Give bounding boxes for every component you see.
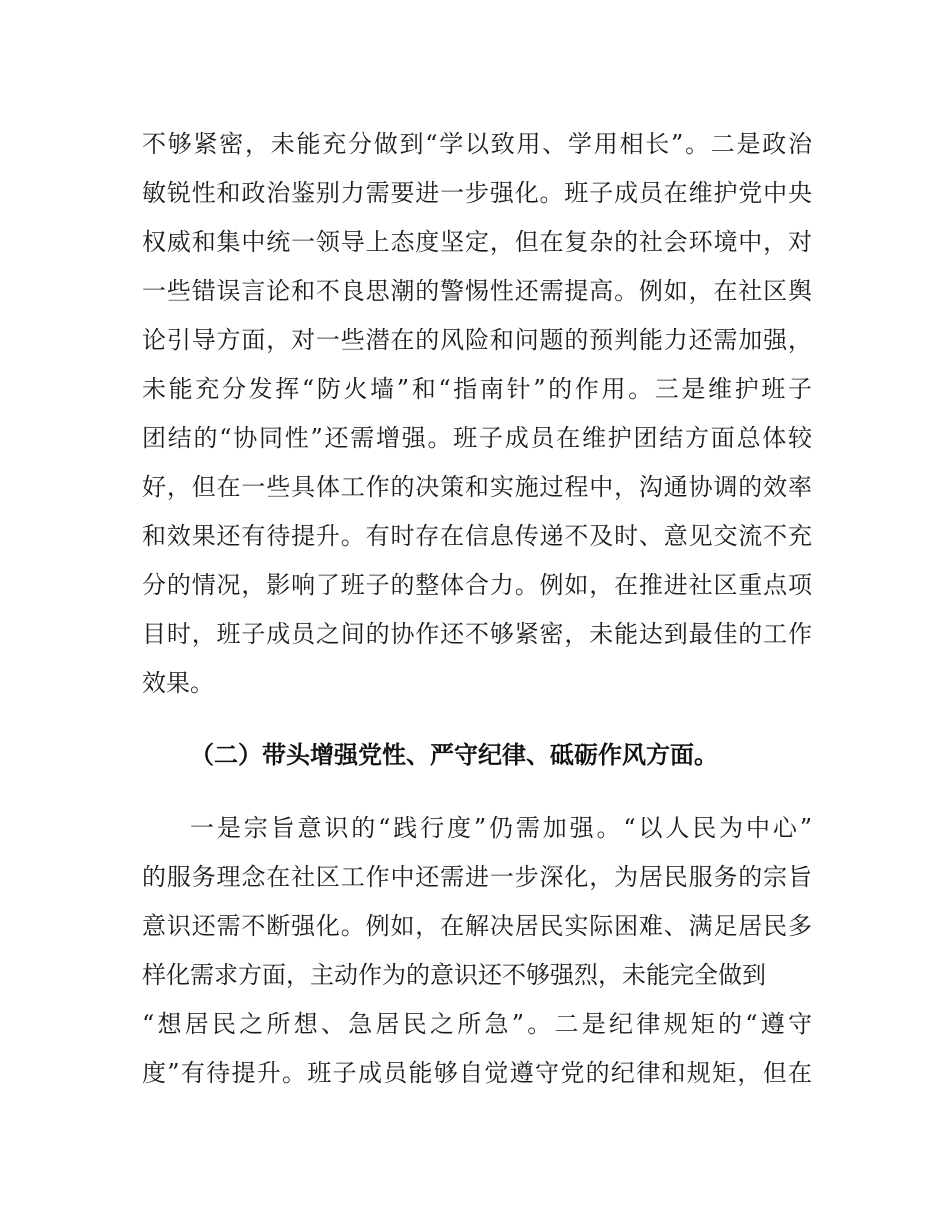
paragraph-line: 效果。 bbox=[142, 669, 214, 697]
paragraph-line: 好，但在一些具体工作的决策和实施过程中，沟通协调的效率 bbox=[142, 473, 812, 501]
section-heading: （二）带头增强党性、严守纪律、砥砺作风方面。 bbox=[190, 741, 718, 769]
paragraph-line: 权威和集中统一领导上态度坚定，但在复杂的社会环境中，对 bbox=[142, 228, 812, 256]
paragraph-line: 度”有待提升。班子成员能够自觉遵守党的纪律和规矩，但在 bbox=[142, 1059, 812, 1087]
paragraph-line: 敏锐性和政治鉴别力需要进一步强化。班子成员在维护党中央 bbox=[142, 179, 812, 207]
paragraph-line: 一是宗旨意识的“践行度”仍需加强。“以人民为中心” bbox=[190, 814, 812, 842]
paragraph-line: “想居民之所想、急居民之所急”。二是纪律规矩的“遵守 bbox=[142, 1010, 812, 1038]
paragraph-line: 论引导方面，对一些潜在的风险和问题的预判能力还需加强， bbox=[142, 326, 812, 354]
paragraph-line: 的服务理念在社区工作中还需进一步深化，为居民服务的宗旨 bbox=[142, 863, 812, 891]
paragraph-line: 意识还需不断强化。例如，在解决居民实际困难、满足居民多 bbox=[142, 912, 812, 940]
paragraph-line: 团结的“协同性”还需增强。班子成员在维护团结方面总体较 bbox=[142, 424, 812, 452]
paragraph-line: 样化需求方面，主动作为的意识还不够强烈，未能完全做到 bbox=[142, 961, 766, 989]
paragraph-line: 分的情况，影响了班子的整体合力。例如，在推进社区重点项 bbox=[142, 571, 812, 599]
paragraph-line: 和效果还有待提升。有时存在信息传递不及时、意见交流不充 bbox=[142, 522, 812, 550]
paragraph-line: 不够紧密，未能充分做到“学以致用、学用相长”。二是政治 bbox=[142, 130, 812, 158]
paragraph-line: 未能充分发挥“防火墙”和“指南针”的作用。三是维护班子 bbox=[142, 375, 812, 403]
paragraph-line: 一些错误言论和不良思潮的警惕性还需提高。例如，在社区舆 bbox=[142, 277, 812, 305]
paragraph-line: 目时，班子成员之间的协作还不够紧密，未能达到最佳的工作 bbox=[142, 620, 812, 648]
